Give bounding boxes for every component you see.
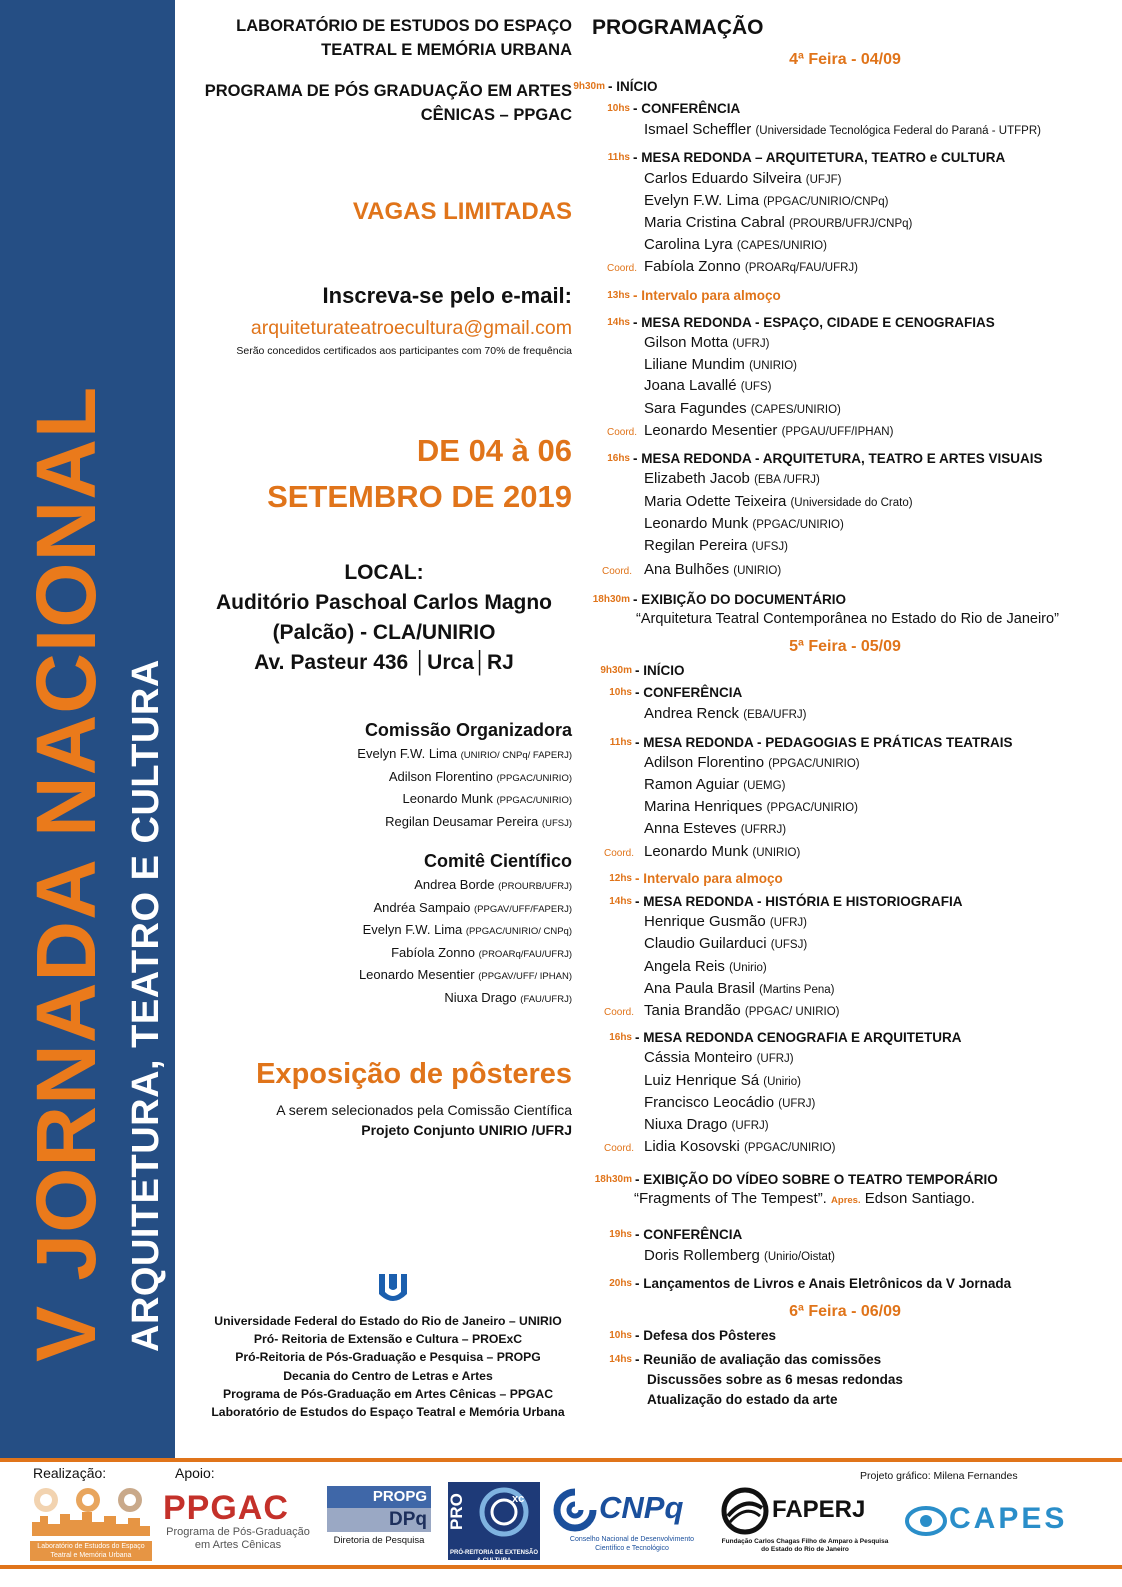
list-item: Adilson Florentino (PPGAC/UNIRIO)	[388, 768, 572, 784]
schedule-item: - Reunião de avaliação das comissões	[635, 1352, 882, 1367]
list-item: Fabíola Zonno (PROARq/FAU/UFRJ)	[391, 944, 572, 960]
speaker	[644, 820, 786, 837]
schedule-time: 10hs	[607, 103, 630, 114]
proexc-logo-icon	[448, 1482, 540, 1544]
speaker-name: Regilan Pereira	[644, 537, 748, 554]
speaker-name: Ana Bulhões	[644, 561, 730, 578]
speaker	[644, 214, 912, 231]
speaker-name: Maria Odette Teixeira	[644, 493, 787, 510]
speaker-affiliation: (Unirio)	[763, 1076, 801, 1088]
speaker	[644, 754, 860, 771]
schedule-item: - CONFERÊNCIA	[635, 685, 743, 700]
institution-line: Universidade Federal do Estado do Rio de Janeiro – UNIRIO	[214, 1314, 562, 1328]
lab-logo	[30, 1484, 152, 1559]
schedule-item: - MESA REDONDA - HISTÓRIA E HISTORIOGRAFIA	[635, 894, 963, 909]
speaker-name: Sara Fagundes	[644, 400, 747, 417]
speaker-affiliation: (UNIRIO)	[733, 565, 782, 577]
list-item: Andréa Sampaio (PPGAV/UFF/FAPERJ)	[373, 899, 572, 915]
speaker-affiliation: (UFJF)	[805, 174, 842, 186]
schedule-item: - MESA REDONDA – ARQUITETURA, TEATRO e CULTURA	[633, 150, 1006, 165]
speaker-name: Andrea Renck	[644, 705, 740, 722]
propg-logo-title: PROPG	[327, 1486, 431, 1508]
schedule-time: 9h30m	[600, 665, 632, 676]
speaker-affiliation: (UFRRJ)	[740, 824, 787, 836]
speaker	[644, 258, 858, 275]
speaker-name: Adilson Florentino	[644, 754, 765, 771]
faperj-emblem-icon	[720, 1486, 770, 1536]
lab-logo-text: Laboratório de Estudos do Espaço Teatral e Memória Urbana	[30, 1541, 152, 1561]
schedule-item: - CONFERÊNCIA	[635, 1227, 743, 1242]
institution-line: Laboratório de Estudos do Espaço Teatral e Memória Urbana	[211, 1405, 565, 1420]
speaker-affiliation: (Unirio)	[729, 962, 767, 974]
list-item: Evelyn F.W. Lima (UNIRIO/ CNPq/ FAPERJ)	[357, 746, 572, 761]
film-line	[634, 1190, 975, 1207]
speaker-affiliation: (Universidade Tecnológica Federal do Paraná - UTFPR)	[755, 125, 1041, 137]
schedule-time: 14hs	[609, 896, 632, 907]
speaker-affiliation: (PROARq/FAU/UFRJ)	[744, 262, 858, 274]
speaker-name: Ramon Aguiar	[644, 776, 740, 793]
schedule-time: 12hs	[609, 873, 632, 884]
speaker-name: Tania Brandão	[644, 1002, 741, 1019]
list-item: Evelyn F.W. Lima (PPGAC/UNIRIO/ CNPq)	[362, 922, 572, 937]
exposicao-title: Exposição de pôsteres	[256, 1058, 572, 1090]
speaker-name: Carlos Eduardo Silveira	[644, 170, 802, 187]
cnpq-emblem-icon	[553, 1488, 597, 1532]
institution-line: Decania do Centro de Letras e Artes	[283, 1368, 493, 1383]
speaker	[644, 422, 893, 439]
apoio-label: Apoio:	[175, 1465, 215, 1481]
program-line: CÊNICAS – PPGAC	[420, 106, 572, 124]
program-line: PROGRAMA DE PÓS GRADUAÇÃO EM ARTES	[204, 82, 572, 100]
speaker-affiliation: (UFSJ)	[751, 541, 788, 553]
dpq-logo-sub: Diretoria de Pesquisa	[333, 1535, 425, 1546]
speaker-affiliation: (PPGAC/UNIRIO)	[752, 519, 844, 531]
institutions-list	[176, 1312, 600, 1421]
speaker	[644, 356, 797, 373]
speaker-affiliation: (UFRJ)	[756, 1053, 794, 1065]
schedule-time: 20hs	[609, 1278, 632, 1289]
svg-text:xc: xc	[512, 1493, 525, 1505]
event-dates	[176, 428, 572, 520]
day-heading: 6ª Feira - 06/09	[789, 1303, 901, 1320]
speaker-affiliation: (Unirio/Oistat)	[764, 1251, 835, 1263]
speaker	[644, 493, 913, 510]
schedule-time: 10hs	[609, 687, 632, 698]
schedule-item: - MESA REDONDA - PEDAGOGIAS E PRÁTICAS TEATRAIS	[635, 735, 1013, 750]
lab-logo-icon	[30, 1484, 152, 1536]
speaker	[644, 470, 820, 487]
ppgac-logo-title: PPGAC	[163, 1489, 289, 1527]
propg-logo	[327, 1486, 431, 1558]
comite-cientifico	[176, 851, 572, 1010]
list-item: Regilan Deusamar Pereira (UFSJ)	[385, 813, 572, 829]
schedule-item: - CONFERÊNCIA	[633, 101, 741, 116]
speaker-affiliation: (UFSJ)	[770, 939, 808, 951]
list-item: Leonardo Mesentier (PPGAV/UFF/ IPHAN)	[358, 967, 572, 982]
coord-label: Coord.	[603, 1143, 634, 1154]
sidebar-band	[0, 0, 175, 1460]
dates-line: SETEMBRO DE 2019	[267, 479, 572, 514]
film-title: “Fragments of The Tempest”.	[634, 1190, 827, 1207]
exposicao-line: Projeto Conjunto UNIRIO /UFRJ	[361, 1122, 572, 1138]
speaker-name: Maria Cristina Cabral	[644, 214, 785, 231]
speaker-name: Elizabeth Jacob	[644, 470, 750, 487]
speaker-name: Niuxa Drago	[644, 1116, 728, 1133]
speaker	[644, 980, 835, 997]
speaker	[644, 1049, 794, 1066]
speaker-affiliation: (PPGAU/UFF/IPHAN)	[781, 426, 894, 438]
speaker-affiliation: (UNIRIO)	[749, 360, 797, 372]
schedule-item: - EXIBIÇÃO DO DOCUMENTÁRIO	[633, 592, 847, 607]
speaker-name: Lidia Kosovski	[644, 1138, 740, 1155]
speaker-affiliation: (UFS)	[740, 381, 772, 393]
speaker	[644, 958, 767, 975]
speaker-name: Henrique Gusmão	[644, 913, 766, 930]
schedule-item: - Defesa dos Pôsteres	[635, 1328, 777, 1343]
speaker-name: Fabíola Zonno	[644, 258, 741, 275]
speaker	[644, 913, 807, 930]
inscricao-label: Inscreva-se pelo e-mail:	[322, 283, 572, 308]
speaker	[644, 561, 781, 578]
schedule-item: - INÍCIO	[635, 663, 685, 678]
coord-label: Coord.	[606, 427, 637, 438]
speaker-affiliation: (EBA /UFRJ)	[754, 474, 820, 486]
speaker	[644, 170, 842, 187]
schedule-item: - Lançamentos de Livros e Anais Eletrônicos da V Jornada	[635, 1276, 1012, 1291]
speaker-affiliation: (PPGAC/UNIRIO)	[768, 758, 860, 770]
speaker	[644, 1247, 835, 1264]
speaker	[644, 515, 844, 532]
speaker-name: Anna Esteves	[644, 820, 737, 837]
speaker-affiliation: (PROURB/UFRJ/CNPq)	[789, 218, 913, 230]
speaker-name: Leonardo Munk	[644, 515, 749, 532]
speaker-affiliation: (PPGAC/UNIRIO/CNPq)	[763, 196, 889, 208]
cnpq-logo-sub: Conselho Nacional de Desenvolvimento Científico e Tecnológico	[569, 1536, 695, 1552]
proexc-logo	[448, 1482, 540, 1564]
speaker-affiliation: (PPGAC/ UNIRIO)	[744, 1006, 840, 1018]
local-label: LOCAL:	[344, 561, 424, 584]
orange-rule	[0, 1565, 1122, 1569]
vagas-limitadas: VAGAS LIMITADAS	[352, 198, 572, 225]
schedule-time: 16hs	[609, 1032, 632, 1043]
coord-label: Coord.	[603, 848, 634, 859]
coord-label: Coord.	[603, 1007, 634, 1018]
schedule-time: 10hs	[609, 1330, 632, 1341]
speaker-name: Francisco Leocádio	[644, 1094, 775, 1111]
schedule-break: - Intervalo para almoço	[633, 288, 781, 303]
speaker-affiliation: (UEMG)	[743, 780, 786, 792]
speaker-affiliation: (UFRJ)	[769, 917, 807, 929]
speaker-affiliation: (CAPES/UNIRIO)	[736, 240, 827, 252]
day-heading: 5ª Feira - 05/09	[789, 638, 901, 655]
institution-line: Pró-Reitoria de Pós-Graduação e Pesquisa – PROPG	[235, 1350, 541, 1365]
day-heading: 4ª Feira - 04/09	[789, 51, 901, 68]
speaker-name: Leonardo Mesentier	[644, 422, 778, 439]
comissao-organizadora	[176, 720, 572, 834]
speaker-name: Marina Henriques	[644, 798, 763, 815]
unirio-emblem-icon	[375, 1272, 411, 1306]
speaker	[644, 843, 800, 860]
svg-text:PRO: PRO	[448, 1493, 466, 1530]
speaker-affiliation: (Universidade do Crato)	[790, 497, 913, 509]
schedule-time: 19hs	[609, 1229, 632, 1240]
faperj-logo-title: FAPERJ	[772, 1496, 866, 1523]
speaker-affiliation: (CAPES/UNIRIO)	[750, 404, 841, 416]
schedule-item: - INÍCIO	[608, 79, 658, 94]
schedule-time: 16hs	[607, 453, 630, 464]
schedule-item: - MESA REDONDA - ARQUITETURA, TEATRO E ARTES VISUAIS	[633, 451, 1043, 466]
capes-logo-title: CAPES	[949, 1502, 1068, 1535]
schedule-item: - EXIBIÇÃO DO VÍDEO SOBRE O TEATRO TEMPORÁRIO	[635, 1172, 998, 1187]
speaker	[644, 537, 788, 554]
schedule-time: 18h30m	[592, 594, 630, 605]
speaker-name: Liliane Mundim	[644, 356, 745, 373]
certificado-note: Serão concedidos certificados aos participantes com 70% de frequência	[236, 345, 572, 357]
list-item: Niuxa Drago (FAU/UFRJ)	[444, 989, 572, 1005]
speaker-name: Luiz Henrique Sá	[644, 1072, 760, 1089]
proexc-logo-sub: PRÓ-REITORIA DE EXTENSÃO & CULTURA	[449, 1550, 538, 1564]
schedule-time: 14hs	[607, 317, 630, 328]
speaker	[644, 334, 769, 351]
faperj-logo-sub: Fundação Carlos Chagas Filho de Amparo à Pesquisa do Estado do Rio de Janeiro	[721, 1538, 889, 1553]
speaker-name: Doris Rollemberg	[644, 1247, 760, 1264]
schedule-time: 11hs	[609, 737, 632, 748]
schedule-time: 13hs	[607, 290, 630, 301]
coord-label: Coord.	[606, 263, 637, 274]
speaker	[644, 121, 1041, 138]
capes-emblem-icon	[905, 1504, 947, 1538]
speaker-name: Ana Paula Brasil	[644, 980, 755, 997]
speaker	[644, 192, 888, 209]
cnpq-logo-title: CNPq	[599, 1490, 684, 1525]
schedule-break: - Intervalo para almoço	[635, 871, 783, 886]
speaker-name: Joana Lavallé	[644, 377, 737, 394]
schedule-time: 14hs	[609, 1354, 632, 1365]
schedule-item: - MESA REDONDA - ESPAÇO, CIDADE E CENOGRAFIAS	[633, 315, 995, 330]
presenter-label: Apres.	[831, 1195, 861, 1206]
speaker-name: Claudio Guilarduci	[644, 935, 767, 952]
speaker-name: Evelyn F.W. Lima	[644, 192, 760, 209]
dpq-logo-title: DPq	[327, 1508, 431, 1532]
schedule-time: 18h30m	[594, 1174, 632, 1185]
realizacao-label: Realização:	[33, 1465, 107, 1481]
speaker-name: Carolina Lyra	[644, 236, 733, 253]
speaker	[644, 400, 841, 417]
schedule-detail: Atualização do estado da arte	[647, 1392, 838, 1407]
speaker-affiliation: (PPGAC/UNIRIO)	[766, 802, 858, 814]
comissao-list	[176, 744, 572, 834]
local-line: (Palcão) - CLA/UNIRIO	[272, 621, 496, 644]
local-block	[176, 558, 592, 678]
speaker-affiliation: (UFRJ)	[732, 338, 770, 350]
cnpq-logo	[553, 1488, 711, 1558]
speaker-affiliation: (UNIRIO)	[752, 847, 801, 859]
presenter-name: Edson Santiago.	[864, 1190, 975, 1207]
ppgac-logo	[163, 1490, 313, 1552]
film-title: “Arquitetura Teatral Contemporânea no Estado do Rio de Janeiro”	[636, 611, 1059, 627]
speaker-name: Angela Reis	[644, 958, 725, 975]
speaker-affiliation: (PPGAC/UNIRIO)	[744, 1142, 836, 1154]
speaker	[644, 377, 771, 394]
list-item: Leonardo Munk (PPGAC/UNIRIO)	[402, 791, 572, 806]
dates-line: DE 04 à 06	[416, 433, 572, 468]
programacao-title: PROGRAMAÇÃO	[592, 16, 764, 39]
event-title: V JORNADA NACIONAL	[19, 385, 113, 1362]
speaker-name: Gilson Motta	[644, 334, 729, 351]
speaker-name: Ismael Scheffler	[644, 121, 752, 138]
ppgac-logo-sub: Programa de Pós-Graduação	[166, 1526, 310, 1538]
speaker	[644, 1002, 839, 1019]
capes-logo	[905, 1500, 1068, 1544]
exposicao-line: A serem selecionados pela Comissão Científica	[276, 1102, 572, 1118]
schedule-item: - MESA REDONDA CENOGRAFIA E ARQUITETURA	[635, 1030, 962, 1045]
speaker	[644, 1094, 815, 1111]
speaker	[644, 1072, 801, 1089]
speaker-affiliation: (Martins Pena)	[759, 984, 835, 996]
institution-line: Programa de Pós-Graduação em Artes Cênicas – PPGAC	[222, 1386, 554, 1401]
comissao-title: Comissão Organizadora	[364, 720, 572, 740]
speaker	[644, 776, 785, 793]
speaker-affiliation: (UFRJ)	[778, 1098, 816, 1110]
speaker-affiliation: (UFRJ)	[731, 1120, 769, 1132]
speaker	[644, 705, 806, 722]
design-credit: Projeto gráfico: Milena Fernandes	[860, 1470, 1018, 1482]
comite-title: Comitê Científico	[423, 851, 572, 871]
comite-list	[176, 875, 572, 1010]
faperj-logo	[720, 1486, 890, 1560]
speaker	[644, 798, 858, 815]
ppgac-logo-sub: em Artes Cênicas	[194, 1539, 282, 1551]
program-header	[176, 79, 572, 127]
local-line: Av. Pasteur 436 │Urca│RJ	[254, 651, 514, 674]
speaker	[644, 1138, 835, 1155]
lab-line: LABORATÓRIO DE ESTUDOS DO ESPAÇO	[236, 17, 572, 35]
lab-header	[176, 14, 572, 62]
speaker	[644, 1116, 769, 1133]
email-link[interactable]: arquiteturateatroecultura@gmail.com	[250, 317, 572, 339]
local-line: Auditório Paschoal Carlos Magno	[215, 591, 553, 614]
schedule-time: 9h30m	[573, 81, 605, 92]
orange-rule	[0, 1458, 1122, 1462]
list-item: Andrea Borde (PROURB/UFRJ)	[414, 877, 572, 892]
event-subtitle: ARQUITETURA, TEATRO E CULTURA	[125, 659, 167, 1352]
coord-label: Coord.	[601, 566, 632, 577]
speaker	[644, 236, 827, 253]
speaker	[644, 935, 807, 952]
institution-line: Pró- Reitoria de Extensão e Cultura – PROExC	[253, 1332, 523, 1347]
lab-line: TEATRAL E MEMÓRIA URBANA	[321, 41, 572, 59]
exposicao-sub	[176, 1100, 572, 1140]
speaker-name: Leonardo Munk	[644, 843, 749, 860]
speaker-affiliation: (EBA/UFRJ)	[743, 709, 807, 721]
schedule-time: 11hs	[607, 152, 630, 163]
schedule-detail: Discussões sobre as 6 mesas redondas	[647, 1372, 903, 1387]
speaker-name: Cássia Monteiro	[644, 1049, 753, 1066]
